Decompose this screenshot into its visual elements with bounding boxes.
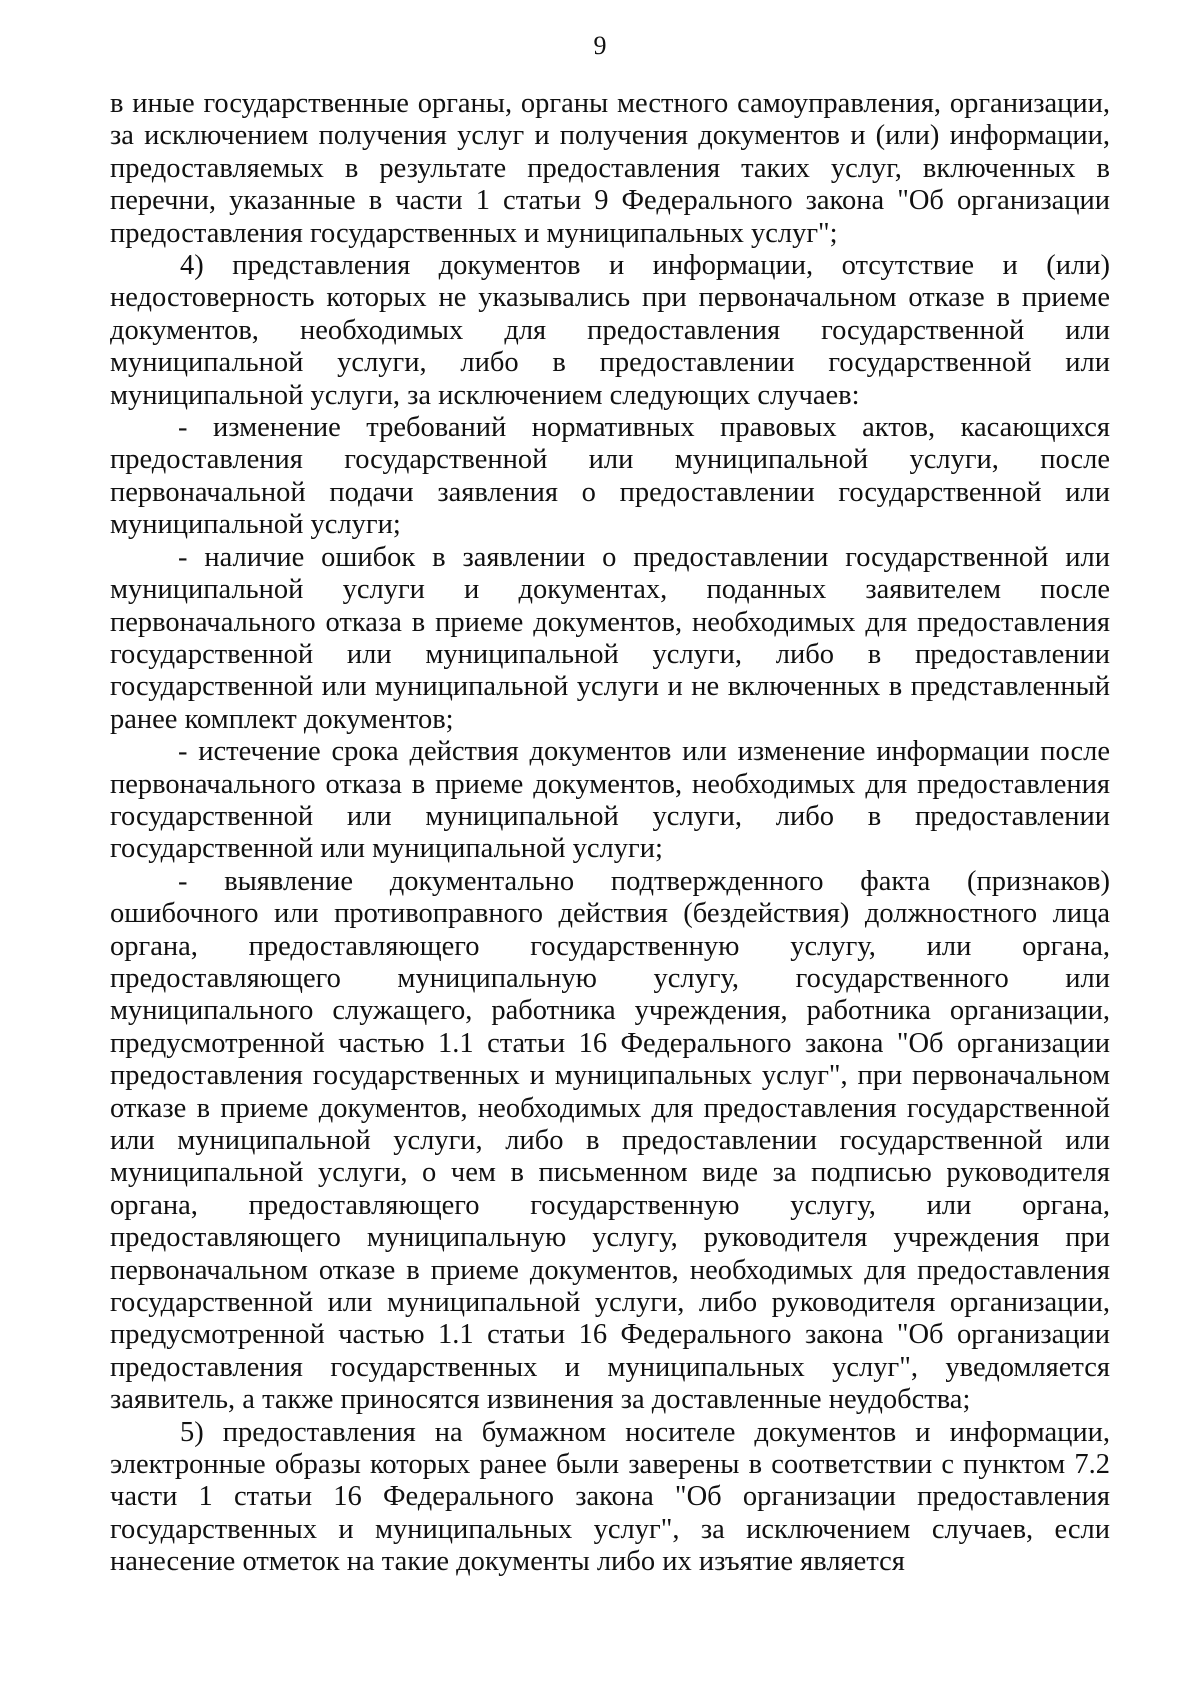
page-number: 9	[593, 31, 607, 60]
document-body	[110, 88, 1110, 1579]
paragraph-item-4: 4) представления документов и информации, отсутствие и (или) недостоверность которых не указывались при первоначальном отказе в приеме документов, необходимых для предоставления государственной или муниципальной услуги, либо в предоставлении государственной или муниципальной услуги, за исключением следующих случаев:	[110, 250, 1110, 411]
bullet-application-errors: - наличие ошибок в заявлении о предоставлении государственной или муниципальной услуги и документах, поданных заявителем после первоначального отказа в приеме документов, необходимых для предоставления государственной или муниципальной услуги, либо в предоставлении государственной или муниципальной услуги и не включенных в представленный ранее комплект документов;	[110, 541, 1110, 735]
bullet-official-misconduct: - выявление документально подтвержденного факта (признаков) ошибочного или противоправного действия (бездействия) должностного лица органа, предоставляющего государственную услугу, или органа, предоставляющего муниципальную услугу, государственного или муниципального служащего, работника учреждения, работника организации, предусмотренной частью 1.1 статьи 16 Федерального закона "Об организации предоставления государственных и муниципальных услуг", при первоначальном отказе в приеме документов, необходимых для предоставления государственной или муниципальной услуги, либо в предоставлении государственной или муниципальной услуги, о чем в письменном виде за подписью руководителя органа, предоставляющего государственную услугу, или органа, предоставляющего муниципальную услугу, руководителя учреждения при первоначальном отказе в приеме документов, необходимых для предоставления государственной или муниципальной услуги, либо руководителя организации, предусмотренной частью 1.1 статьи 16 Федерального закона "Об организации предоставления государственных и муниципальных услуг", уведомляется заявитель, а также приносятся извинения за доставленные неудобства;	[110, 865, 1110, 1416]
bullet-regulation-change: - изменение требований нормативных правовых актов, касающихся предоставления государственной или муниципальной услуги, после первоначальной подачи заявления о предоставлении государственной или муниципальной услуги;	[110, 412, 1110, 541]
paragraph-continuation: в иные государственные органы, органы местного самоуправления, организации, за исключением получения услуг и получения документов и (или) информации, предоставляемых в результате предоставления таких услуг, включенных в перечни, указанные в части 1 статьи 9 Федерального закона "Об организации предоставления государственных и муниципальных услуг";	[110, 88, 1110, 249]
paragraph-item-5: 5) предоставления на бумажном носителе документов и информации, электронные образы которых ранее были заверены в соответствии с пунктом 7.2 части 1 статьи 16 Федерального закона "Об организации предоставления государственных и муниципальных услуг", за исключением случаев, если нанесение отметок на такие документы либо их изъятие является	[110, 1416, 1110, 1578]
bullet-document-expiry: - истечение срока действия документов или изменение информации после первоначального отказа в приеме документов, необходимых для предоставления государственной или муниципальной услуги, либо в предоставлении государственной или муниципальной услуги;	[110, 736, 1110, 865]
